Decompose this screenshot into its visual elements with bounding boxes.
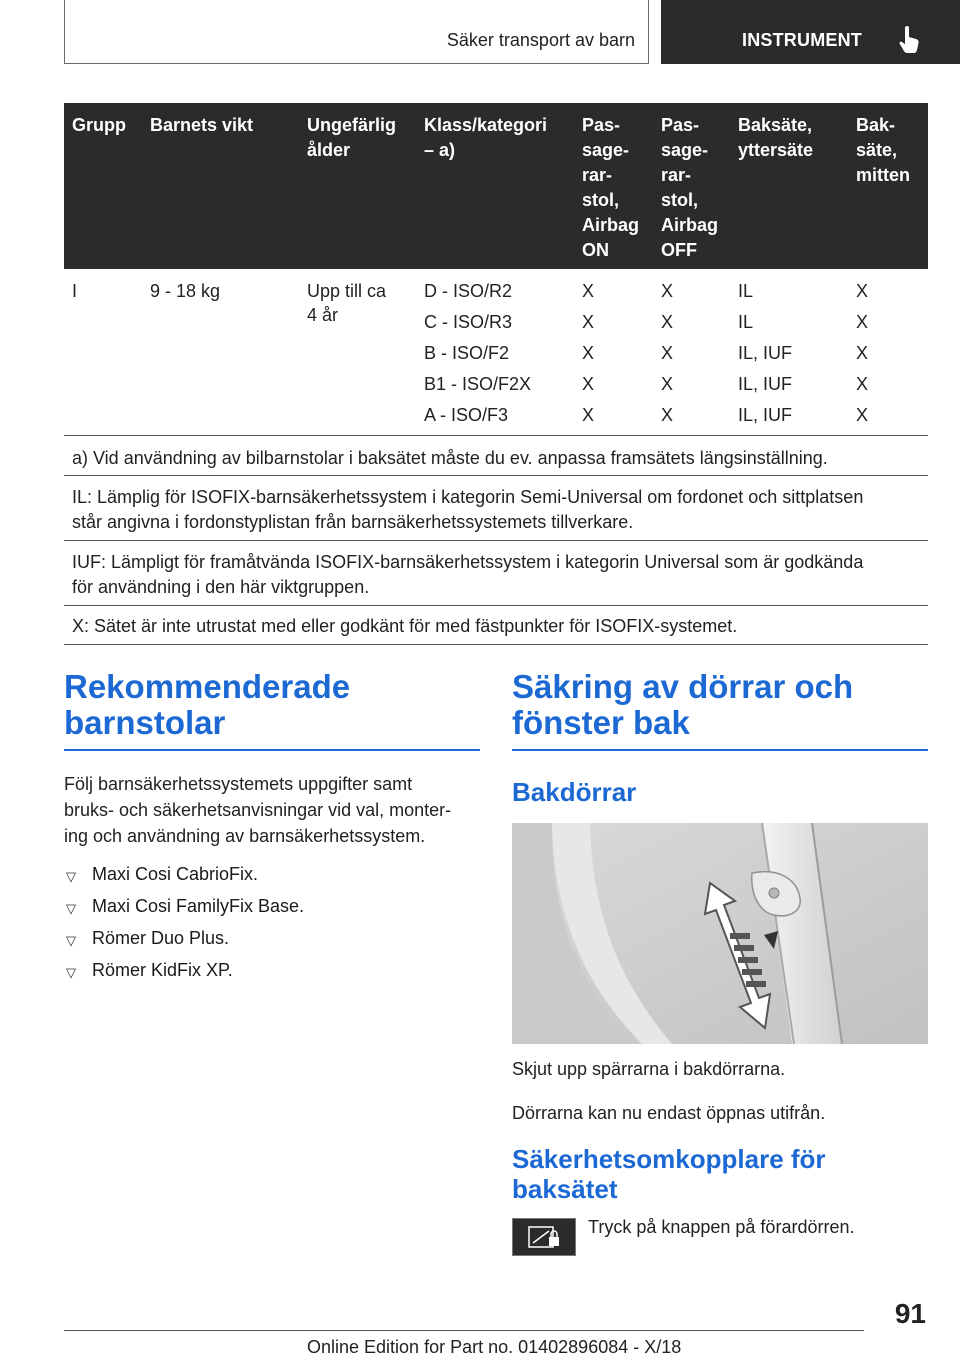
table-cell: X xyxy=(661,281,674,301)
recommended-seats-list xyxy=(64,862,480,990)
table-cell: B - ISO/F2 xyxy=(424,343,510,363)
left-column xyxy=(64,669,480,990)
col-rear-outer xyxy=(738,276,792,431)
table-cell: X xyxy=(856,374,869,394)
th-age: Ungefärlig ålder xyxy=(307,115,397,160)
section-heading-child-seats: Rekommenderade barnstolar xyxy=(64,668,351,741)
col-class xyxy=(424,276,531,431)
table-cell: IL, IUF xyxy=(738,343,793,363)
table-cell: X xyxy=(856,312,869,332)
th-group: Grupp xyxy=(72,115,126,135)
intro-paragraph: Följ barnsäkerhetssystemets uppgifter samt bruks- och säkerhetsanvisningar vid val, monter- ing och användning av barnsäkerhetssystem. xyxy=(64,774,452,846)
table-cell: IL xyxy=(738,312,754,332)
table-cell: B1 - ISO/F2X xyxy=(424,374,532,394)
header-section-title: Säker transport av barn xyxy=(446,30,635,50)
child-seat-table xyxy=(64,103,928,636)
window-lock-button[interactable] xyxy=(512,1218,576,1256)
right-column xyxy=(512,669,928,1256)
divider xyxy=(64,644,928,645)
subheading-rear-doors: Bakdörrar xyxy=(512,777,637,807)
note-il: IL: Lämplig för ISOFIX-barnsäkerhetssystem i kategorin Semi-Universal om fordonet och sittplatsen står angivna i fordonstyplistan från barnsäkerhetssystemets tillverkare. xyxy=(72,487,864,532)
th-class: Klass/kategori – a) xyxy=(424,115,548,160)
triangle-bullet-icon: ▽ xyxy=(66,965,76,980)
footer-edition: Online Edition for Part no. 01402896084 - X/18 xyxy=(307,1337,682,1357)
instruction-open-outside: Dörrarna kan nu endast öppnas utifrån. xyxy=(512,1103,826,1123)
table-cell: X xyxy=(856,405,869,425)
th-rear-middle: Bak- säte, mitten xyxy=(856,115,910,185)
cell-group: I xyxy=(72,281,78,301)
instruction-push-locks: Skjut upp spärrarna i bakdörrarna. xyxy=(512,1059,786,1079)
window-lock-icon xyxy=(527,1225,563,1249)
footer-rule xyxy=(64,1330,864,1331)
divider xyxy=(64,540,928,541)
list-item: ▽ Maxi Cosi FamilyFix Base. xyxy=(64,894,480,926)
list-item: ▽ Römer KidFix XP. xyxy=(64,958,480,990)
table-cell: X xyxy=(582,312,595,332)
table-cell: X xyxy=(582,374,595,394)
divider xyxy=(64,435,928,436)
triangle-bullet-icon: ▽ xyxy=(66,901,76,916)
table-cell: IL, IUF xyxy=(738,374,793,394)
th-rear-outer: Baksäte, yttersäte xyxy=(738,115,814,160)
note-iuf: IUF: Lämpligt för framåtvända ISOFIX-barnsäkerhetssystem i kategorin Universal som är godkända för användning i den här viktgruppen. xyxy=(72,552,864,597)
table-cell: X xyxy=(582,343,595,363)
cell-weight: 9 - 18 kg xyxy=(150,281,221,301)
pointing-hand-icon xyxy=(897,26,921,54)
table-cell: X xyxy=(661,405,674,425)
triangle-bullet-icon: ▽ xyxy=(66,869,76,884)
table-cell: X xyxy=(661,374,674,394)
subheading-rear-safety-switch: Säkerhetsomkopplare för baksätet xyxy=(512,1144,826,1204)
door-lock-illustration xyxy=(512,823,928,1044)
list-item: ▽ Maxi Cosi CabrioFix. xyxy=(64,862,480,894)
th-airbag-on: Pas- sage- rar- stol, Airbag ON xyxy=(582,115,640,260)
cell-age: Upp till ca 4 år xyxy=(307,281,387,325)
table-cell: X xyxy=(661,343,674,363)
table-cell: IL xyxy=(738,281,754,301)
table-cell: X xyxy=(661,312,674,332)
col-airbag-off xyxy=(661,276,673,431)
note-a: a) Vid användning av bilbarnstolar i baksätet måste du ev. anpassa framsätets längsinställning. xyxy=(72,448,828,468)
table-cell: A - ISO/F3 xyxy=(424,405,509,425)
table-cell: D - ISO/R2 xyxy=(424,281,513,301)
table-cell: X xyxy=(582,405,595,425)
col-rear-middle xyxy=(856,276,868,431)
col-airbag-on xyxy=(582,276,594,431)
heading-rule xyxy=(64,749,480,751)
th-airbag-off: Pas- sage- rar- stol, Airbag OFF xyxy=(661,115,719,260)
page-number: 91 xyxy=(894,1298,926,1329)
table-cell: X xyxy=(856,281,869,301)
header-tab-label: INSTRUMENT xyxy=(742,30,862,50)
header-tab-instrument[interactable] xyxy=(661,0,960,64)
triangle-bullet-icon: ▽ xyxy=(66,933,76,948)
heading-rule xyxy=(512,749,928,751)
table-header xyxy=(64,103,928,269)
divider xyxy=(64,475,928,476)
instruction-press-button: Tryck på knappen på förardörren. xyxy=(588,1217,855,1237)
table-cell: C - ISO/R3 xyxy=(424,312,513,332)
table-cell: IL, IUF xyxy=(738,405,793,425)
note-x: X: Sätet är inte utrustat med eller godkänt för med fästpunkter för ISOFIX-systemet. xyxy=(72,616,738,636)
list-item: ▽ Römer Duo Plus. xyxy=(64,926,480,958)
safety-switch-row xyxy=(512,1214,928,1256)
table-cell: X xyxy=(582,281,595,301)
section-heading-door-lock: Säkring av dörrar och fönster bak xyxy=(512,668,854,741)
th-weight: Barnets vikt xyxy=(150,115,254,135)
table-cell: X xyxy=(856,343,869,363)
divider xyxy=(64,605,928,606)
